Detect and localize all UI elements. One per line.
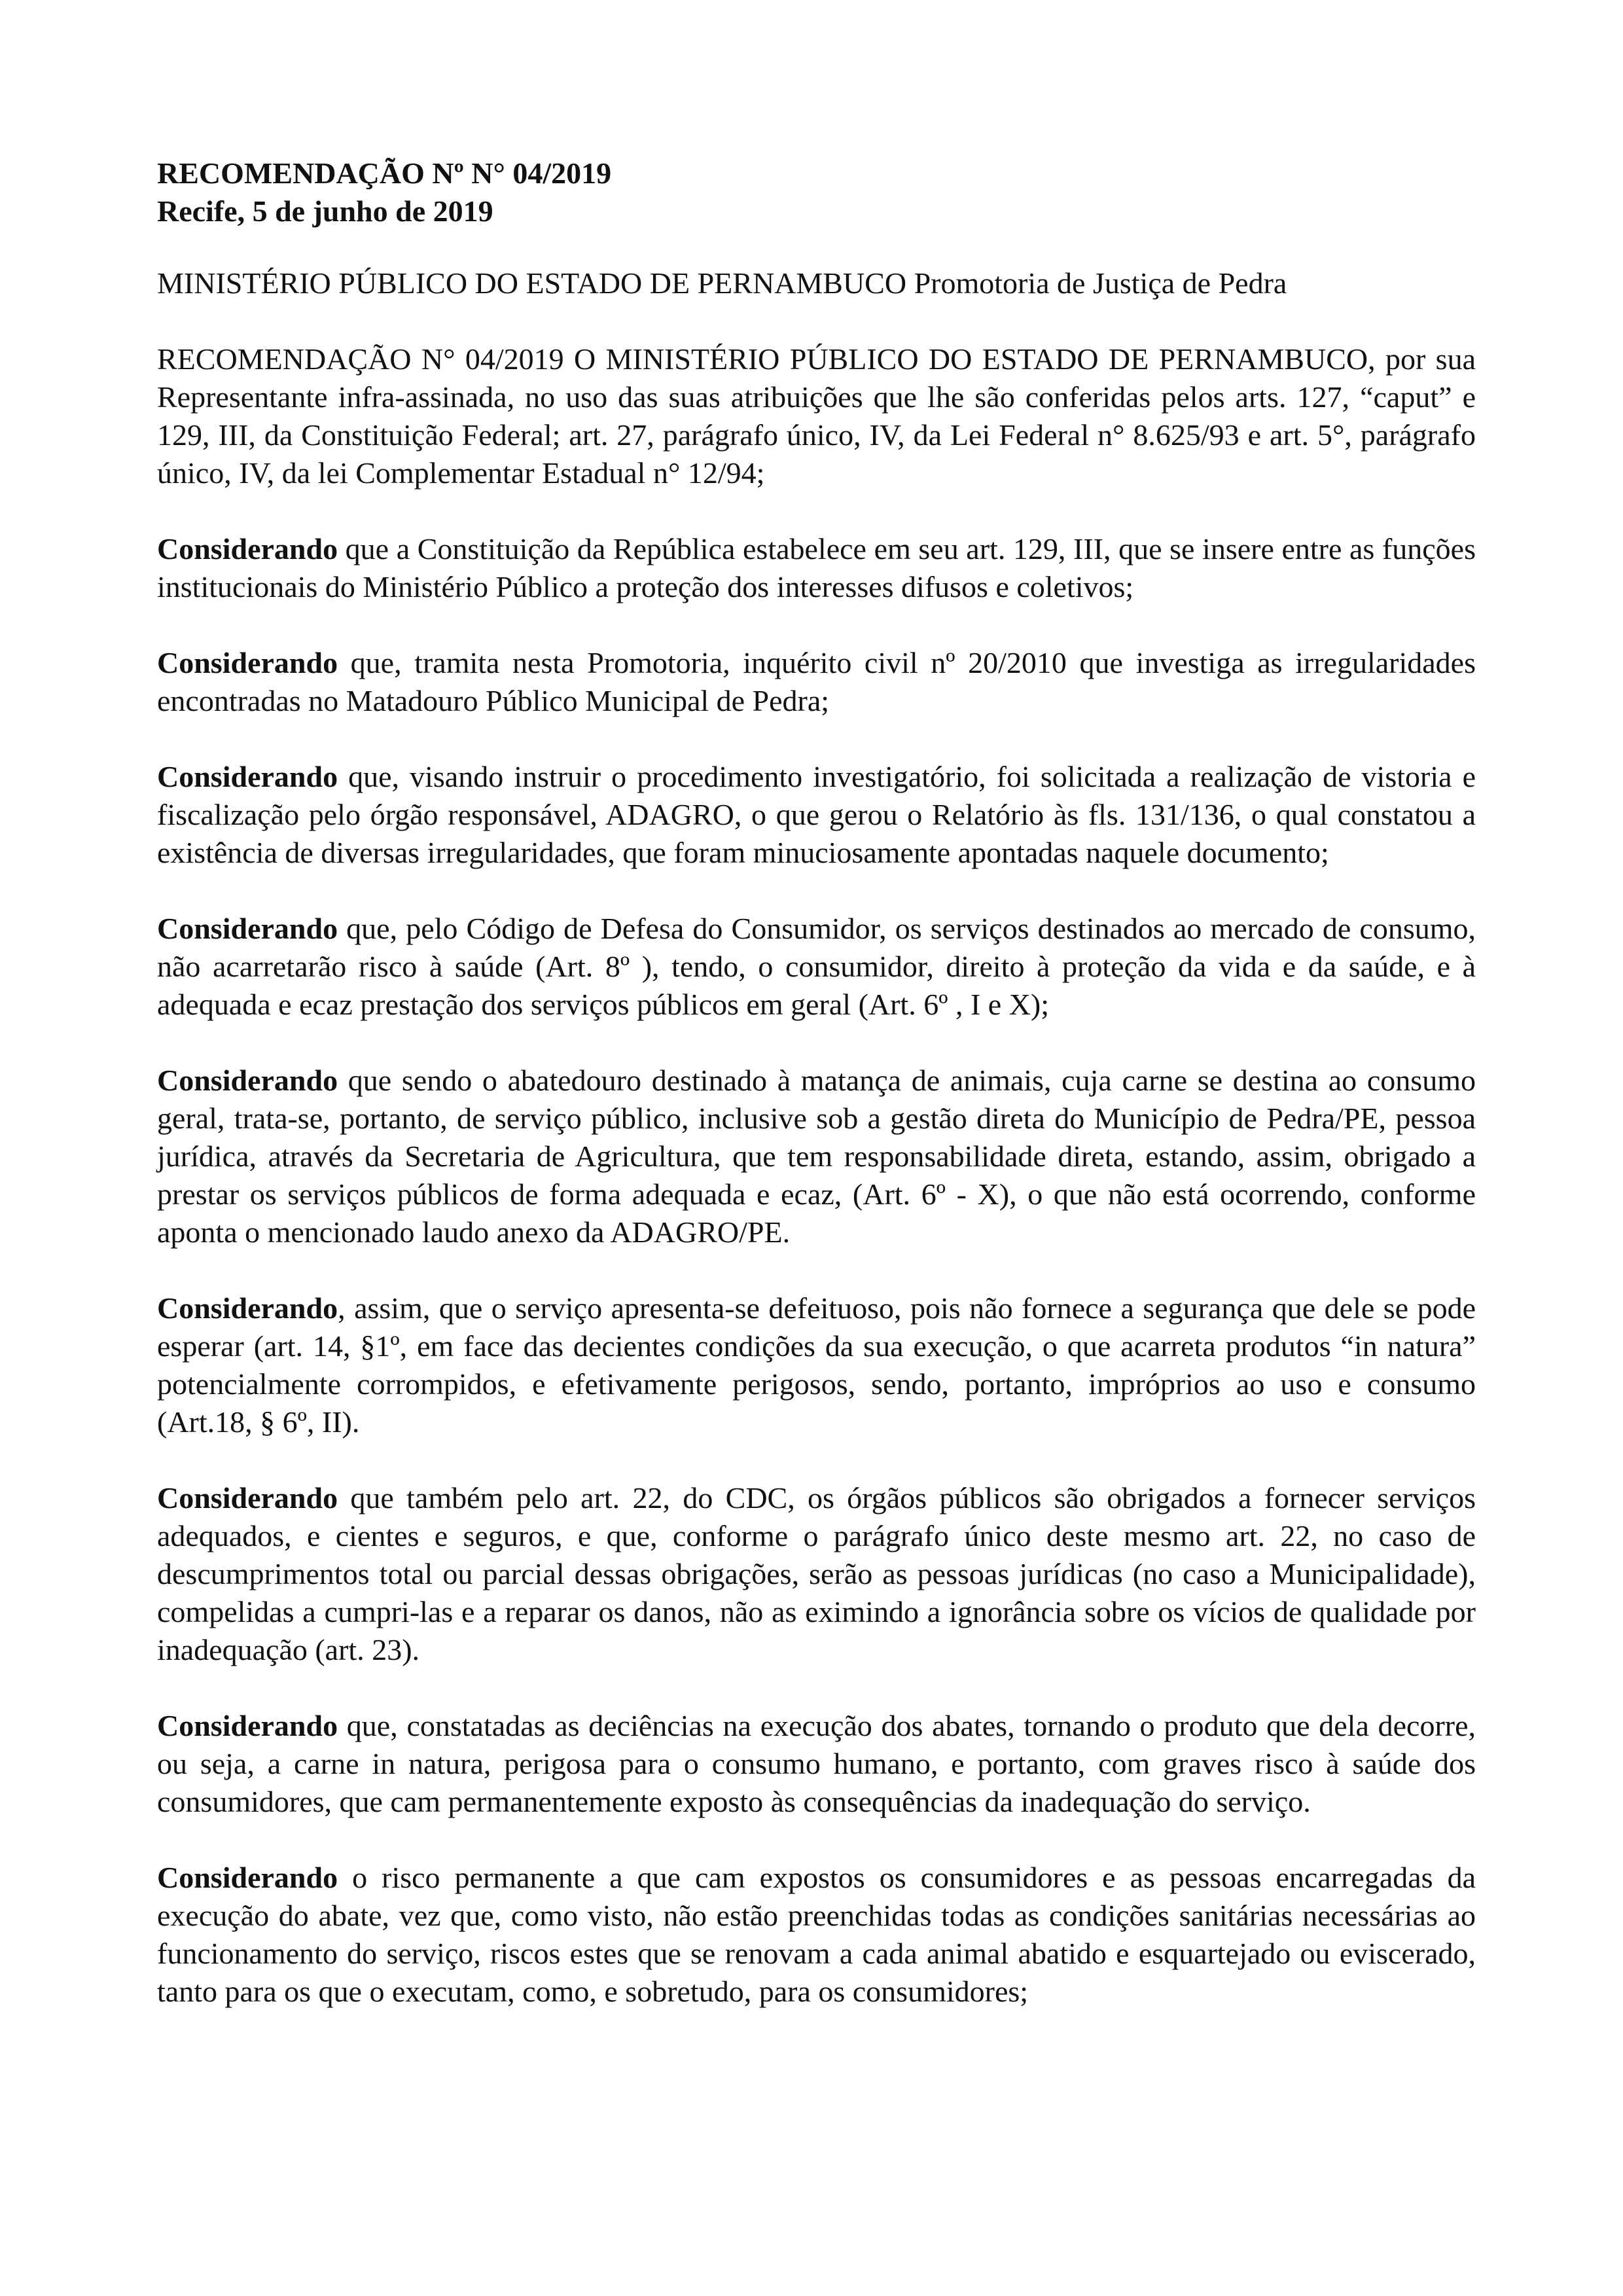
document-date: Recife, 5 de junho de 2019: [157, 194, 493, 228]
paragraph-lead: Considerando: [157, 1291, 338, 1325]
document-title: RECOMENDAÇÃO Nº N° 04/2019: [157, 156, 612, 190]
considerando-paragraph: [157, 758, 1476, 872]
considerando-paragraph: [157, 530, 1476, 606]
paragraph-body: , assim, que o serviço apresenta-se defeituoso, pois não fornece a segurança que dele se pode esperar (art. 14, §1º, em face das decientes condições da sua execução, o que acarreta produtos “in natura” potencialmente corrompidos, e efetivamente perigosos, sendo, portanto, impróprios ao uso e consumo (Art.18, § 6º, II).: [157, 1291, 1476, 1439]
paragraph-body: que, visando instruir o procedimento investigatório, foi solicitada a realização de vistoria e fiscalização pelo órgão responsável, ADAGRO, o que gerou o Relatório às fls. 131/136, o qual constatou a existência de diversas irregularidades, que foram minuciosamente apontadas naquele documento;: [157, 760, 1476, 869]
paragraph-lead: Considerando: [157, 1064, 338, 1097]
considerando-paragraph: [157, 1707, 1476, 1821]
paragraph-lead: Considerando: [157, 1709, 338, 1742]
paragraph-body: que sendo o abatedouro destinado à matança de animais, cuja carne se destina ao consumo geral, trata-se, portanto, de serviço público, inclusive sob a gestão direta do Município de Pedra/PE, pessoa jurídica, através da Secretaria de Agricultura, que tem responsabilidade direta, estando, assim, obrigado a prestar os serviços públicos de forma adequada e ecaz, (Art. 6º - X), o que não está ocorrendo, conforme aponta o mencionado laudo anexo da ADAGRO/PE.: [157, 1064, 1476, 1249]
paragraph-body: o risco permanente a que cam expostos os consumidores e as pessoas encarregadas da execução do abate, vez que, como visto, não estão preenchidas todas as condições sanitárias necessárias ao funcionamento do serviço, riscos estes que se renovam a cada animal abatido e esquartejado ou eviscerado, tanto para os que o executam, como, e sobretudo, para os consumidores;: [157, 1861, 1476, 2008]
considerando-paragraph: [157, 644, 1476, 720]
document-page: [157, 154, 1476, 2011]
considerando-paragraph: [157, 1062, 1476, 1251]
paragraph-lead: Considerando: [157, 1861, 338, 1894]
paragraph-body: que, constatadas as deciências na execução dos abates, tornando o produto que dela decorre, ou seja, a carne in natura, perigosa para o consumo humano, e portanto, com graves risco à saúde dos consumidores, que cam permanentemente exposto às consequências da inadequação do serviço.: [157, 1709, 1476, 1818]
paragraph-lead: Considerando: [157, 760, 338, 793]
paragraph-lead: Considerando: [157, 646, 338, 679]
paragraph-lead: Considerando: [157, 1481, 338, 1515]
considerando-paragraph: [157, 1479, 1476, 1669]
paragraph-lead: Considerando: [157, 532, 338, 565]
paragraph-body: que, tramita nesta Promotoria, inquérito civil nº 20/2010 que investiga as irregularidades encontradas no Matadouro Público Municipal de Pedra;: [157, 646, 1476, 717]
intro-paragraph: RECOMENDAÇÃO N° 04/2019 O MINISTÉRIO PÚBLICO DO ESTADO DE PERNAMBUCO, por sua Representante infra-assinada, no uso das suas atribuições que lhe são conferidas pelos arts. 127, “caput” e 129, III, da Constituição Federal; art. 27, parágrafo único, IV, da Lei Federal n° 8.625/93 e art. 5°, parágrafo único, IV, da lei Complementar Estadual n° 12/94;: [157, 342, 1476, 490]
considerando-paragraph: [157, 1289, 1476, 1441]
institution-line: MINISTÉRIO PÚBLICO DO ESTADO DE PERNAMBUCO Promotoria de Justiça de Pedra: [157, 266, 1287, 300]
considerando-paragraph: [157, 1859, 1476, 2011]
paragraph-body: que, pelo Código de Defesa do Consumidor, os serviços destinados ao mercado de consumo, não acarretarão risco à saúde (Art. 8º ), tendo, o consumidor, direito à proteção da vida e da saúde, e à adequada e ecaz prestação dos serviços públicos em geral (Art. 6º , I e X);: [157, 912, 1476, 1021]
paragraph-lead: Considerando: [157, 912, 338, 945]
considerando-paragraph: [157, 910, 1476, 1024]
paragraph-body: que a Constituição da República estabelece em seu art. 129, III, que se insere entre as funções institucionais do Ministério Público a proteção dos interesses difusos e coletivos;: [157, 532, 1476, 603]
paragraph-body: que também pelo art. 22, do CDC, os órgãos públicos são obrigados a fornecer serviços adequados, e cientes e seguros, e que, conforme o parágrafo único deste mesmo art. 22, no caso de descumprimentos total ou parcial dessas obrigações, serão as pessoas jurídicas (no caso a Municipalidade), compelidas a cumpri-las e a reparar os danos, não as eximindo a ignorância sobre os vícios de qualidade por inadequação (art. 23).: [157, 1481, 1476, 1666]
